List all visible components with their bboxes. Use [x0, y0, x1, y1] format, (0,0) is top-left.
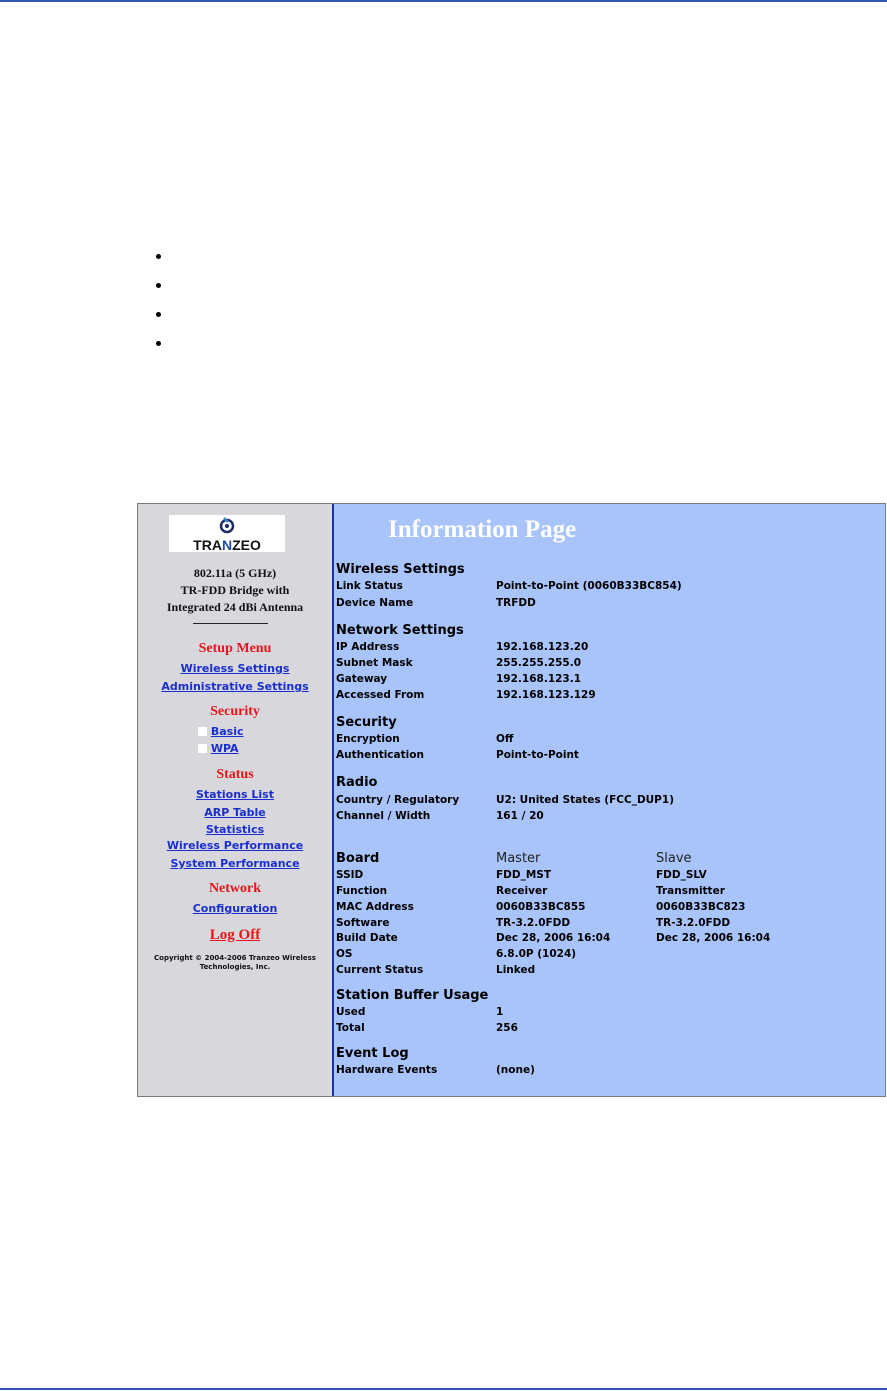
os-master-value: 6.8.0P (1024) [496, 948, 577, 960]
product-line-1: 802.11a (5 GHz) [193, 566, 277, 580]
ssid-slave-value: FDD_SLV [656, 869, 707, 881]
device-name-label: Device Name [336, 597, 414, 609]
page-title: Information Page [388, 516, 577, 543]
station-buffer-heading: Station Buffer Usage [336, 988, 489, 1003]
subnet-mask-value: 255.255.255.0 [496, 657, 582, 669]
information-page-screenshot [137, 503, 886, 1097]
ip-address-label: IP Address [336, 641, 400, 653]
network-heading: Network [208, 881, 262, 896]
copyright-line-1: Copyright © 2004-2006 Tranzeo Wireless [154, 954, 316, 962]
ip-address-value: 192.168.123.20 [496, 641, 589, 653]
channel-width-value: 161 / 20 [496, 810, 544, 822]
used-label: Used [336, 1006, 366, 1018]
build-date-slave-value: Dec 28, 2006 16:04 [656, 932, 771, 944]
network-settings-heading: Network Settings [336, 623, 464, 638]
logo-wordmark: TRANZEO [193, 537, 261, 553]
radio-heading: Radio [336, 775, 378, 790]
link-status-label: Link Status [336, 580, 403, 592]
wireless-settings-heading: Wireless Settings [336, 562, 465, 577]
arp-table-link[interactable]: ARP Table [204, 806, 266, 819]
hardware-events-value: (none) [496, 1064, 535, 1076]
software-label: Software [336, 917, 390, 929]
event-log-heading: Event Log [336, 1046, 409, 1061]
ssid-master-value: FDD_MST [496, 869, 552, 881]
link-status-value: Point-to-Point (0060B33BC854) [496, 580, 682, 592]
sidebar-divider [193, 623, 268, 624]
configuration-link[interactable]: Configuration [192, 902, 278, 915]
basic-link[interactable]: Basic [198, 725, 244, 738]
system-performance-link[interactable]: System Performance [170, 857, 300, 870]
administrative-settings-link[interactable]: Administrative Settings [161, 680, 309, 693]
gateway-label: Gateway [336, 673, 388, 685]
page-top-rule [0, 0, 887, 2]
master-column-heading: Master [496, 851, 541, 866]
bullet-box-icon [198, 727, 207, 736]
build-date-label: Build Date [336, 932, 398, 944]
product-line-2: TR-FDD Bridge with [180, 583, 290, 597]
security-section-heading: Security [336, 715, 397, 730]
page-bottom-rule [0, 1388, 887, 1390]
subnet-mask-label: Subnet Mask [336, 657, 413, 669]
accessed-from-label: Accessed From [336, 689, 425, 701]
authentication-label: Authentication [336, 749, 424, 761]
total-label: Total [336, 1022, 365, 1034]
info-panel [334, 504, 885, 1096]
copyright-line-2: Technologies, Inc. [199, 963, 271, 971]
function-label: Function [336, 885, 388, 897]
sidebar [138, 504, 334, 1096]
used-value: 1 [496, 1006, 504, 1018]
mac-slave-value: 0060B33BC823 [656, 901, 746, 913]
security-heading: Security [210, 704, 260, 719]
country-value: U2: United States (FCC_DUP1) [496, 794, 674, 806]
device-name-value: TRFDD [496, 597, 536, 609]
board-heading: Board [336, 851, 380, 866]
tranzeo-logo [169, 515, 285, 552]
wireless-performance-link[interactable]: Wireless Performance [166, 839, 304, 852]
authentication-value: Point-to-Point [496, 749, 579, 761]
channel-width-label: Channel / Width [336, 810, 431, 822]
status-heading: Status [216, 767, 254, 782]
encryption-label: Encryption [336, 733, 400, 745]
wireless-settings-link[interactable]: Wireless Settings [180, 662, 290, 675]
current-status-label: Current Status [336, 964, 424, 976]
bullet-box-icon [198, 744, 207, 753]
hardware-events-label: Hardware Events [336, 1064, 438, 1076]
os-label: OS [336, 948, 353, 960]
antenna-emblem-icon [217, 515, 237, 535]
mac-address-label: MAC Address [336, 901, 414, 913]
stations-list-link[interactable]: Stations List [196, 788, 274, 801]
statistics-link[interactable]: Statistics [205, 823, 265, 836]
product-line-3: Integrated 24 dBi Antenna [166, 600, 304, 614]
setup-menu-heading: Setup Menu [198, 641, 272, 656]
current-status-value: Linked [496, 964, 536, 976]
total-value: 256 [496, 1022, 518, 1034]
function-slave-value: Transmitter [656, 885, 725, 897]
slave-column-heading: Slave [656, 851, 692, 866]
accessed-from-value: 192.168.123.129 [496, 689, 596, 701]
software-master-value: TR-3.2.0FDD [496, 917, 571, 929]
encryption-value: Off [496, 733, 514, 745]
gateway-value: 192.168.123.1 [496, 673, 582, 685]
wpa-link[interactable]: WPA [198, 742, 239, 755]
software-slave-value: TR-3.2.0FDD [656, 917, 731, 929]
mac-master-value: 0060B33BC855 [496, 901, 586, 913]
log-off-link[interactable]: Log Off [209, 927, 261, 943]
build-date-master-value: Dec 28, 2006 16:04 [496, 932, 611, 944]
function-master-value: Receiver [496, 885, 548, 897]
ssid-label: SSID [336, 869, 364, 881]
country-label: Country / Regulatory [336, 794, 460, 806]
